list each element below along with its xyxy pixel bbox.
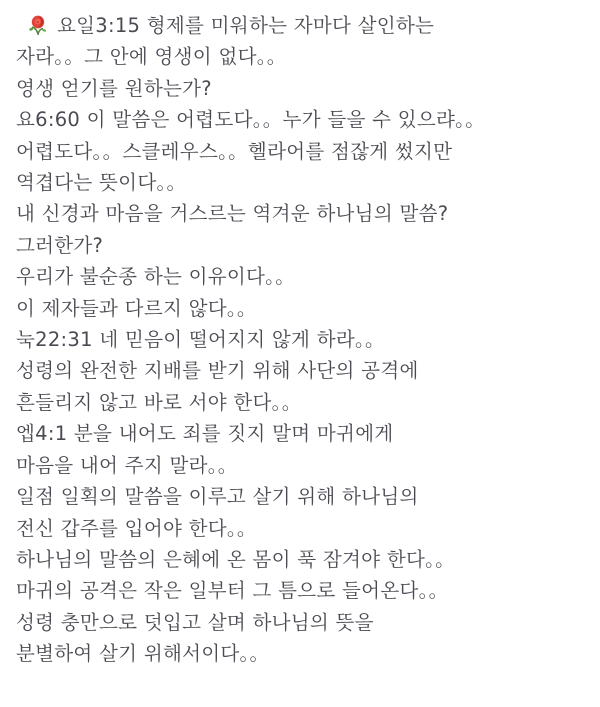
note-line-text: 마귀의 공격은 작은 일부터 그 틈으로 들어온다。。 [16,579,449,603]
note-line-text: 자라。。그 안에 영생이 없다。。 [16,45,287,69]
note-line [14,355,586,386]
note-line-text: 내 신경과 마음을 거스르는 역겨운 하나님의 말씀? [16,202,449,226]
note-line [14,607,586,638]
note-line-text: 이 제자들과 다르지 않다。。 [16,296,257,320]
note-line [14,324,586,355]
note-line [14,418,586,449]
note-line-text: 마음을 내어 주지 말라。。 [16,453,238,477]
note-line [14,450,586,481]
note-line-text: 요일3:15 형제를 미워하는 자마다 살인하는 [57,14,435,37]
note-line-text: 그러한가? [16,233,104,257]
note-line-text: 눅22:31 네 믿음이 떨어지지 않게 하라。。 [16,328,385,352]
note-line [14,167,586,198]
note-line-text: 요6:60 이 말씀은 어렵도다。。누가 들을 수 있으랴。。 [16,108,486,132]
note-line [14,73,586,104]
note-line-text: 우리가 불순종 하는 이유이다。。 [16,265,295,289]
note-line [14,481,586,512]
note-line [14,230,586,261]
note-line [14,198,586,229]
note-line-text: 어렵도다。。스클레우스。。헬라어를 점잖게 썼지만 [16,139,453,163]
note-line [14,544,586,575]
note-line-text: 전신 갑주를 입어야 한다。。 [16,516,257,540]
rose-icon [26,14,50,38]
note-line [14,261,586,292]
note-line [14,293,586,324]
note-line-text: 하나님의 말씀의 은혜에 온 몸이 푹 잠겨야 한다。。 [16,547,455,571]
note-line-text: 영생 얻기를 원하는가? [16,76,212,100]
note-line [14,10,586,41]
note-line [14,104,586,135]
note-line-text: 분별하여 살기 위해서이다。。 [16,642,270,666]
note-line [14,513,586,544]
note-line [14,638,586,669]
note-line-text: 성령 충만으로 덧입고 살며 하나님의 뜻을 [16,610,374,634]
note-line [14,41,586,72]
note-line [14,136,586,167]
note-line-text: 역겹다는 뜻이다。。 [16,171,187,195]
note-line [14,575,586,606]
note-line-text: 엡4:1 분을 내어도 죄를 짓지 말며 마귀에게 [16,422,394,446]
note-line-text: 흔들리지 않고 바로 서야 한다。。 [16,390,302,414]
note-text-body [14,10,586,670]
note-line [14,387,586,418]
note-line-text: 성령의 완전한 지배를 받기 위해 사단의 공격에 [16,359,419,383]
note-line-text: 일점 일획의 말씀을 이루고 살기 위해 하나님의 [16,485,419,509]
